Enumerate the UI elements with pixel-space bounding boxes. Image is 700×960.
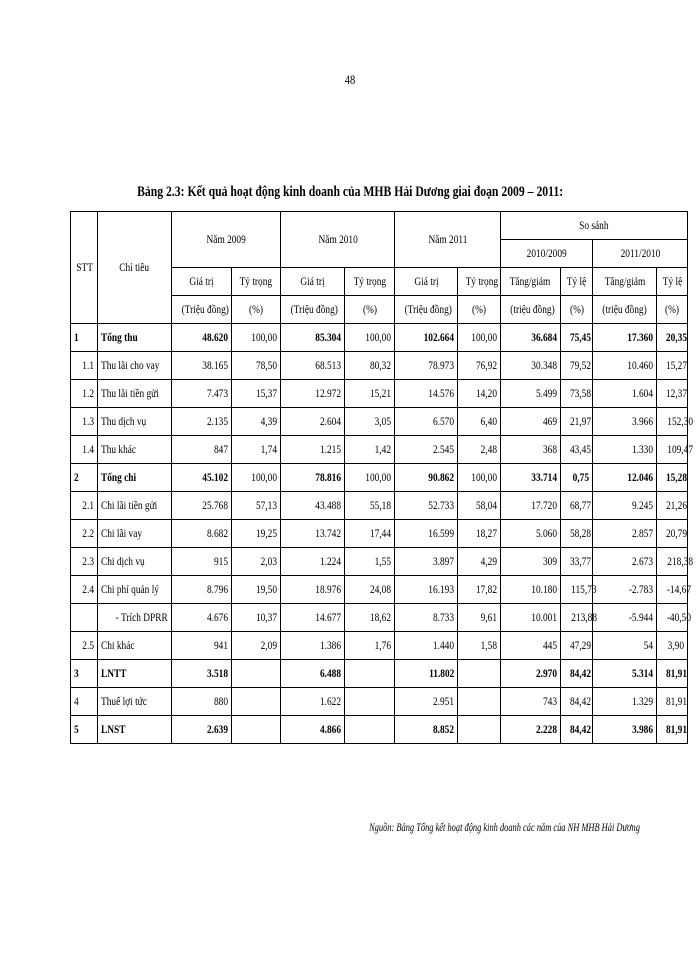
value-2010-cell: 4.866 bbox=[281, 716, 345, 744]
header-ty-le: Tỷ lệ bbox=[560, 268, 593, 296]
value-2010-cell: 6.488 bbox=[281, 660, 345, 688]
header-unit: (%) bbox=[560, 296, 593, 324]
stt-cell: 2.4 bbox=[71, 576, 98, 604]
change-2010-2009-cell: 5.060 bbox=[500, 520, 560, 548]
rate-2011-2010-cell: 109,47 bbox=[657, 436, 688, 464]
value-2009-cell: 38.165 bbox=[171, 352, 231, 380]
share-2009-cell: 19,50 bbox=[231, 576, 281, 604]
value-2010-cell: 68.513 bbox=[281, 352, 345, 380]
value-2011-cell: 8.733 bbox=[395, 604, 458, 632]
indicator-cell: Chi lãi vay bbox=[98, 520, 171, 548]
change-2010-2009-cell: 2.228 bbox=[500, 716, 560, 744]
share-2010-cell: 24,08 bbox=[345, 576, 395, 604]
share-2010-cell: 100,00 bbox=[345, 464, 395, 492]
change-2011-2010-cell: 1.604 bbox=[593, 380, 657, 408]
rate-2010-2009-cell: 58,28 bbox=[560, 520, 593, 548]
value-2010-cell: 2.604 bbox=[281, 408, 345, 436]
value-2009-cell: 25.768 bbox=[171, 492, 231, 520]
share-2009-cell: 57,13 bbox=[231, 492, 281, 520]
change-2011-2010-cell: 2.857 bbox=[593, 520, 657, 548]
change-2010-2009-cell: 10.001 bbox=[500, 604, 560, 632]
value-2010-cell: 1.386 bbox=[281, 632, 345, 660]
change-2010-2009-cell: 33.714 bbox=[500, 464, 560, 492]
share-2011-cell: 76,92 bbox=[458, 352, 501, 380]
share-2009-cell: 2,09 bbox=[231, 632, 281, 660]
value-2011-cell: 1.440 bbox=[395, 632, 458, 660]
change-2011-2010-cell: 1.329 bbox=[593, 688, 657, 716]
header-gia-tri: Giá trị bbox=[171, 268, 231, 296]
rate-2011-2010-cell: 20,35 bbox=[657, 324, 688, 352]
rate-2011-2010-cell: 20,79 bbox=[657, 520, 688, 548]
share-2010-cell: 100,00 bbox=[345, 324, 395, 352]
share-2009-cell: 1,74 bbox=[231, 436, 281, 464]
share-2009-cell: 4,39 bbox=[231, 408, 281, 436]
rate-2010-2009-cell: 43,45 bbox=[560, 436, 593, 464]
table-row bbox=[71, 464, 688, 492]
share-2010-cell: 1,42 bbox=[345, 436, 395, 464]
change-2010-2009-cell: 5.499 bbox=[500, 380, 560, 408]
stt-cell: 4 bbox=[71, 688, 98, 716]
share-2011-cell: 100,00 bbox=[458, 464, 501, 492]
value-2010-cell: 12.972 bbox=[281, 380, 345, 408]
header-ty-trong: Tỷ trọng bbox=[231, 268, 281, 296]
table-row bbox=[71, 352, 688, 380]
rate-2010-2009-cell: 47,29 bbox=[560, 632, 593, 660]
table-row bbox=[71, 408, 688, 436]
share-2011-cell: 2,48 bbox=[458, 436, 501, 464]
rate-2011-2010-cell: 81,91 bbox=[657, 688, 688, 716]
table-row bbox=[71, 632, 688, 660]
share-2011-cell bbox=[458, 660, 501, 688]
rate-2010-2009-cell: 84,42 bbox=[560, 660, 593, 688]
stt-cell: 2.1 bbox=[71, 492, 98, 520]
rate-2010-2009-cell: 79,52 bbox=[560, 352, 593, 380]
source-note: Nguồn: Bảng Tổng kết hoạt động kinh doanh các năm của NH MHB Hải Dương bbox=[369, 820, 640, 834]
stt-cell: 1 bbox=[71, 324, 98, 352]
header-unit: (Triệu đồng) bbox=[281, 296, 345, 324]
value-2009-cell: 48.620 bbox=[171, 324, 231, 352]
table-row bbox=[71, 660, 688, 688]
share-2010-cell: 17,44 bbox=[345, 520, 395, 548]
change-2010-2009-cell: 36.684 bbox=[500, 324, 560, 352]
rate-2010-2009-cell: 73,58 bbox=[560, 380, 593, 408]
rate-2010-2009-cell: 84,42 bbox=[560, 688, 593, 716]
table-row bbox=[71, 380, 688, 408]
value-2009-cell: 2.639 bbox=[171, 716, 231, 744]
value-2011-cell: 102.664 bbox=[395, 324, 458, 352]
value-2009-cell: 4.676 bbox=[171, 604, 231, 632]
value-2009-cell: 915 bbox=[171, 548, 231, 576]
share-2010-cell: 1,76 bbox=[345, 632, 395, 660]
stt-cell: 3 bbox=[71, 660, 98, 688]
share-2010-cell: 3,05 bbox=[345, 408, 395, 436]
rate-2011-2010-cell: -14,67 bbox=[657, 576, 688, 604]
change-2011-2010-cell: -5.944 bbox=[593, 604, 657, 632]
indicator-cell: LNTT bbox=[98, 660, 171, 688]
indicator-cell: LNST bbox=[98, 716, 171, 744]
value-2010-cell: 43.488 bbox=[281, 492, 345, 520]
header-chi-tieu: Chỉ tiêu bbox=[98, 212, 171, 324]
table-row bbox=[71, 548, 688, 576]
table-caption: Bảng 2.3: Kết quả hoạt động kinh doanh của MHB Hải Dương giai đoạn 2009 – 2011: bbox=[136, 184, 564, 200]
indicator-cell: Thu dịch vụ bbox=[98, 408, 171, 436]
share-2010-cell: 15,21 bbox=[345, 380, 395, 408]
value-2011-cell: 11.802 bbox=[395, 660, 458, 688]
table-row bbox=[71, 492, 688, 520]
value-2009-cell: 8.796 bbox=[171, 576, 231, 604]
share-2011-cell: 9,61 bbox=[458, 604, 501, 632]
stt-cell: 1.4 bbox=[71, 436, 98, 464]
indicator-cell: Thuế lợi tức bbox=[98, 688, 171, 716]
value-2011-cell: 90.862 bbox=[395, 464, 458, 492]
share-2011-cell: 18,27 bbox=[458, 520, 501, 548]
header-nam-2009: Năm 2009 bbox=[171, 212, 281, 268]
stt-cell bbox=[71, 604, 98, 632]
header-nam-2010: Năm 2010 bbox=[281, 212, 395, 268]
value-2010-cell: 1.215 bbox=[281, 436, 345, 464]
header-nam-2011: Năm 2011 bbox=[395, 212, 501, 268]
indicator-cell: Thu lãi tiền gửi bbox=[98, 380, 171, 408]
value-2010-cell: 13.742 bbox=[281, 520, 345, 548]
rate-2010-2009-cell: 33,77 bbox=[560, 548, 593, 576]
change-2010-2009-cell: 743 bbox=[500, 688, 560, 716]
table-row bbox=[71, 576, 688, 604]
header-gia-tri: Giá trị bbox=[281, 268, 345, 296]
rate-2010-2009-cell: 68,77 bbox=[560, 492, 593, 520]
rate-2010-2009-cell: 21,97 bbox=[560, 408, 593, 436]
rate-2010-2009-cell: 75,45 bbox=[560, 324, 593, 352]
share-2009-cell: 10,37 bbox=[231, 604, 281, 632]
value-2011-cell: 16.599 bbox=[395, 520, 458, 548]
value-2011-cell: 8.852 bbox=[395, 716, 458, 744]
change-2011-2010-cell: 3.986 bbox=[593, 716, 657, 744]
rate-2010-2009-cell: 213,88 bbox=[560, 604, 593, 632]
change-2011-2010-cell: 3.966 bbox=[593, 408, 657, 436]
rate-2011-2010-cell: 12,37 bbox=[657, 380, 688, 408]
table-row bbox=[71, 520, 688, 548]
header-unit: (%) bbox=[345, 296, 395, 324]
change-2010-2009-cell: 309 bbox=[500, 548, 560, 576]
value-2010-cell: 18.976 bbox=[281, 576, 345, 604]
header-2010-2009: 2010/2009 bbox=[500, 240, 592, 268]
table-row bbox=[71, 436, 688, 464]
change-2011-2010-cell: 2.673 bbox=[593, 548, 657, 576]
table-row bbox=[71, 324, 688, 352]
header-ty-trong: Tỷ trọng bbox=[458, 268, 501, 296]
table-row bbox=[71, 716, 688, 744]
change-2010-2009-cell: 2.970 bbox=[500, 660, 560, 688]
change-2010-2009-cell: 469 bbox=[500, 408, 560, 436]
header-unit: (Triệu đồng) bbox=[171, 296, 231, 324]
share-2011-cell: 14,20 bbox=[458, 380, 501, 408]
indicator-cell: Thu khác bbox=[98, 436, 171, 464]
share-2011-cell: 4,29 bbox=[458, 548, 501, 576]
indicator-cell: Chi lãi tiền gửi bbox=[98, 492, 171, 520]
stt-cell: 1.2 bbox=[71, 380, 98, 408]
rate-2011-2010-cell: 81,91 bbox=[657, 660, 688, 688]
change-2011-2010-cell: -2.783 bbox=[593, 576, 657, 604]
indicator-cell: Chi khác bbox=[98, 632, 171, 660]
header-tang-giam: Tăng/giảm bbox=[593, 268, 657, 296]
value-2009-cell: 45.102 bbox=[171, 464, 231, 492]
share-2010-cell: 1,55 bbox=[345, 548, 395, 576]
header-so-sanh: So sánh bbox=[500, 212, 687, 240]
change-2010-2009-cell: 30.348 bbox=[500, 352, 560, 380]
value-2011-cell: 14.576 bbox=[395, 380, 458, 408]
indicator-cell: Thu lãi cho vay bbox=[98, 352, 171, 380]
share-2009-cell: 78,50 bbox=[231, 352, 281, 380]
header-tang-giam: Tăng/giảm bbox=[500, 268, 560, 296]
share-2010-cell bbox=[345, 716, 395, 744]
indicator-cell: Chi phí quản lý bbox=[98, 576, 171, 604]
rate-2011-2010-cell: 21,26 bbox=[657, 492, 688, 520]
business-results-table bbox=[70, 211, 694, 744]
share-2009-cell: 2,03 bbox=[231, 548, 281, 576]
page-number: 48 bbox=[344, 72, 356, 87]
share-2009-cell: 100,00 bbox=[231, 324, 281, 352]
share-2011-cell bbox=[458, 716, 501, 744]
header-unit: (%) bbox=[458, 296, 501, 324]
header-unit: (%) bbox=[657, 296, 688, 324]
value-2011-cell: 6.570 bbox=[395, 408, 458, 436]
stt-cell: 2.5 bbox=[71, 632, 98, 660]
value-2009-cell: 8.682 bbox=[171, 520, 231, 548]
table-row bbox=[71, 688, 688, 716]
value-2009-cell: 3.518 bbox=[171, 660, 231, 688]
stt-cell: 2 bbox=[71, 464, 98, 492]
value-2011-cell: 3.897 bbox=[395, 548, 458, 576]
share-2011-cell: 100,00 bbox=[458, 324, 501, 352]
change-2011-2010-cell: 17.360 bbox=[593, 324, 657, 352]
change-2011-2010-cell: 12.046 bbox=[593, 464, 657, 492]
share-2009-cell: 19,25 bbox=[231, 520, 281, 548]
share-2011-cell: 17,82 bbox=[458, 576, 501, 604]
share-2009-cell bbox=[231, 660, 281, 688]
table-row bbox=[71, 604, 688, 632]
change-2011-2010-cell: 1.330 bbox=[593, 436, 657, 464]
share-2011-cell: 58,04 bbox=[458, 492, 501, 520]
rate-2011-2010-cell: 3,90 bbox=[657, 632, 688, 660]
value-2009-cell: 2.135 bbox=[171, 408, 231, 436]
change-2011-2010-cell: 54 bbox=[593, 632, 657, 660]
rate-2011-2010-cell: -40,50 bbox=[657, 604, 688, 632]
stt-cell: 2.2 bbox=[71, 520, 98, 548]
change-2011-2010-cell: 5.314 bbox=[593, 660, 657, 688]
value-2010-cell: 1.224 bbox=[281, 548, 345, 576]
value-2010-cell: 14.677 bbox=[281, 604, 345, 632]
rate-2010-2009-cell: 115,73 bbox=[560, 576, 593, 604]
share-2011-cell bbox=[458, 688, 501, 716]
indicator-cell: Tổng thu bbox=[98, 324, 171, 352]
share-2010-cell: 55,18 bbox=[345, 492, 395, 520]
indicator-cell: Tổng chi bbox=[98, 464, 171, 492]
share-2010-cell bbox=[345, 688, 395, 716]
share-2009-cell bbox=[231, 688, 281, 716]
indicator-cell: Chi dịch vụ bbox=[98, 548, 171, 576]
value-2009-cell: 880 bbox=[171, 688, 231, 716]
value-2011-cell: 52.733 bbox=[395, 492, 458, 520]
header-2011-2010: 2011/2010 bbox=[593, 240, 688, 268]
stt-cell: 2.3 bbox=[71, 548, 98, 576]
header-ty-le: Tỷ lệ bbox=[657, 268, 688, 296]
value-2009-cell: 7.473 bbox=[171, 380, 231, 408]
share-2009-cell: 100,00 bbox=[231, 464, 281, 492]
value-2010-cell: 85.304 bbox=[281, 324, 345, 352]
share-2009-cell: 15,37 bbox=[231, 380, 281, 408]
rate-2010-2009-cell: 0,75 bbox=[560, 464, 593, 492]
value-2009-cell: 847 bbox=[171, 436, 231, 464]
change-2010-2009-cell: 445 bbox=[500, 632, 560, 660]
header-stt: STT bbox=[71, 212, 98, 324]
value-2011-cell: 16.193 bbox=[395, 576, 458, 604]
change-2010-2009-cell: 10.180 bbox=[500, 576, 560, 604]
header-unit: (%) bbox=[231, 296, 281, 324]
header-unit: (triệu đồng) bbox=[593, 296, 657, 324]
header-ty-trong: Tỷ trọng bbox=[345, 268, 395, 296]
share-2010-cell bbox=[345, 660, 395, 688]
header-unit: (Triệu đồng) bbox=[395, 296, 458, 324]
value-2010-cell: 78.816 bbox=[281, 464, 345, 492]
rate-2010-2009-cell: 84,42 bbox=[560, 716, 593, 744]
stt-cell: 5 bbox=[71, 716, 98, 744]
share-2010-cell: 80,32 bbox=[345, 352, 395, 380]
change-2010-2009-cell: 17.720 bbox=[500, 492, 560, 520]
rate-2011-2010-cell: 15,28 bbox=[657, 464, 688, 492]
stt-cell: 1.3 bbox=[71, 408, 98, 436]
change-2010-2009-cell: 368 bbox=[500, 436, 560, 464]
share-2010-cell: 18,62 bbox=[345, 604, 395, 632]
value-2011-cell: 2.951 bbox=[395, 688, 458, 716]
share-2009-cell bbox=[231, 716, 281, 744]
rate-2011-2010-cell: 218,38 bbox=[657, 548, 688, 576]
header-gia-tri: Giá trị bbox=[395, 268, 458, 296]
rate-2011-2010-cell: 81,91 bbox=[657, 716, 688, 744]
rate-2011-2010-cell: 152,30 bbox=[657, 408, 688, 436]
share-2011-cell: 1,58 bbox=[458, 632, 501, 660]
share-2011-cell: 6,40 bbox=[458, 408, 501, 436]
value-2010-cell: 1.622 bbox=[281, 688, 345, 716]
indicator-cell: - Trích DPRR bbox=[98, 604, 171, 632]
value-2009-cell: 941 bbox=[171, 632, 231, 660]
stt-cell: 1.1 bbox=[71, 352, 98, 380]
header-unit: (triệu đồng) bbox=[500, 296, 560, 324]
change-2011-2010-cell: 10.460 bbox=[593, 352, 657, 380]
rate-2011-2010-cell: 15,27 bbox=[657, 352, 688, 380]
change-2011-2010-cell: 9.245 bbox=[593, 492, 657, 520]
value-2011-cell: 2.545 bbox=[395, 436, 458, 464]
value-2011-cell: 78.973 bbox=[395, 352, 458, 380]
